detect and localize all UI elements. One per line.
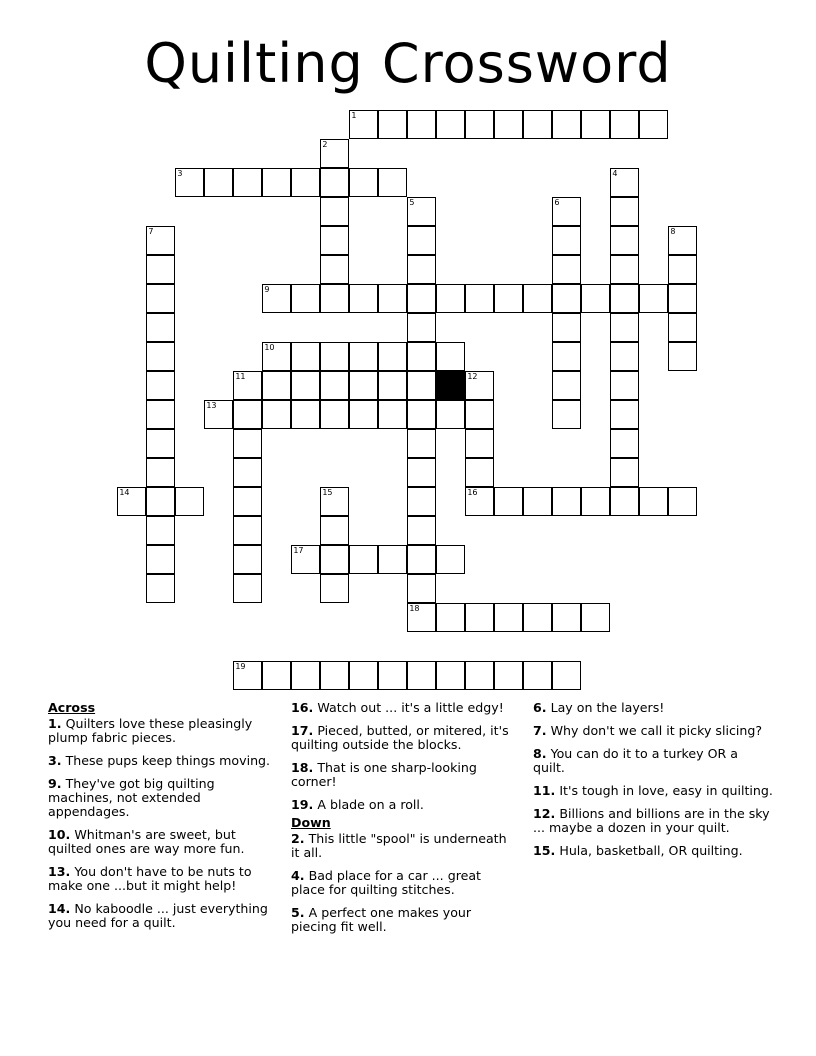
clue-dot: . <box>299 868 305 883</box>
clue-down-4 <box>291 869 513 897</box>
grid-cell[interactable] <box>436 603 465 632</box>
clue-dot: . <box>541 746 547 761</box>
grid-cell[interactable] <box>146 574 175 603</box>
cell-number: 15 <box>322 488 333 498</box>
grid-cell[interactable] <box>407 313 436 342</box>
grid-cell[interactable] <box>175 487 204 516</box>
grid-cell[interactable] <box>552 226 581 255</box>
grid-cell[interactable] <box>407 429 436 458</box>
grid-cell[interactable] <box>407 458 436 487</box>
grid-cell[interactable] <box>320 545 349 574</box>
clue-across-3 <box>48 754 278 768</box>
grid-cell[interactable] <box>494 603 523 632</box>
clue-dot: . <box>541 723 547 738</box>
clue-across-14 <box>48 902 278 930</box>
grid-cell[interactable] <box>465 429 494 458</box>
cell-number: 18 <box>409 604 420 614</box>
grid-cell[interactable] <box>320 139 349 168</box>
cell-number: 13 <box>206 401 217 411</box>
cell-number: 9 <box>264 285 270 295</box>
clue-number: 18 <box>291 760 309 775</box>
grid-cell[interactable] <box>320 284 349 313</box>
clue-text: Billions and billions are in the sky ... maybe a dozen in your quilt. <box>533 806 770 835</box>
grid-cell[interactable] <box>378 661 407 690</box>
grid-cell[interactable] <box>378 284 407 313</box>
cell-number: 4 <box>612 169 618 179</box>
grid-cell[interactable] <box>117 487 146 516</box>
clue-number: 3 <box>48 753 57 768</box>
grid-cell[interactable] <box>610 458 639 487</box>
grid-cell[interactable] <box>320 487 349 516</box>
grid-cell[interactable] <box>407 284 436 313</box>
grid-cell[interactable] <box>233 516 262 545</box>
clue-dot: . <box>550 806 556 821</box>
grid-cell[interactable] <box>407 487 436 516</box>
grid-cell[interactable] <box>610 342 639 371</box>
grid-cell[interactable] <box>552 661 581 690</box>
cell-number: 3 <box>177 169 183 179</box>
grid-cell[interactable] <box>407 603 436 632</box>
clue-column-1 <box>48 701 278 939</box>
grid-cell[interactable] <box>465 400 494 429</box>
clue-number: 10 <box>48 827 66 842</box>
grid-cell[interactable] <box>233 574 262 603</box>
clue-across-19 <box>291 798 513 812</box>
clue-number: 12 <box>533 806 551 821</box>
grid-cell[interactable] <box>552 313 581 342</box>
clue-down-7 <box>533 724 773 738</box>
grid-cell[interactable] <box>581 110 610 139</box>
grid-cell[interactable] <box>610 313 639 342</box>
page-title: Quilting Crossword <box>144 32 672 95</box>
grid-cell[interactable] <box>378 371 407 400</box>
cell-number: 5 <box>409 198 415 208</box>
grid-cell[interactable] <box>523 110 552 139</box>
grid-cell[interactable] <box>349 371 378 400</box>
clue-number: 8 <box>533 746 542 761</box>
clue-number: 9 <box>48 776 57 791</box>
grid-cell[interactable] <box>610 255 639 284</box>
grid-cell[interactable] <box>349 400 378 429</box>
grid-cell[interactable] <box>146 516 175 545</box>
grid-cell[interactable] <box>465 661 494 690</box>
grid-cell[interactable] <box>378 342 407 371</box>
clue-across-18 <box>291 761 513 789</box>
clue-number: 16 <box>291 700 309 715</box>
clue-text: Hula, basketball, OR quilting. <box>559 843 743 858</box>
grid-cell[interactable] <box>146 342 175 371</box>
clue-text: Lay on the layers! <box>550 700 665 715</box>
clue-across-13 <box>48 865 278 893</box>
cell-number: 17 <box>293 546 304 556</box>
grid-cell[interactable] <box>552 197 581 226</box>
clue-dot: . <box>65 901 71 916</box>
grid-cell[interactable] <box>494 284 523 313</box>
clue-number: 5 <box>291 905 300 920</box>
grid-cell[interactable] <box>204 168 233 197</box>
clue-down-11 <box>533 784 773 798</box>
clue-dot: . <box>56 776 62 791</box>
grid-cell[interactable] <box>552 487 581 516</box>
grid-cell[interactable] <box>262 342 291 371</box>
grid-cell[interactable] <box>349 110 378 139</box>
clue-text: No kaboodle ... just everything you need for a quilt. <box>48 901 268 930</box>
grid-cell[interactable] <box>146 226 175 255</box>
grid-cell[interactable] <box>668 342 697 371</box>
clue-dot: . <box>56 753 62 768</box>
clue-down-8 <box>533 747 773 775</box>
grid-cell[interactable] <box>610 284 639 313</box>
clue-number: 1 <box>48 716 57 731</box>
grid-cell[interactable] <box>610 110 639 139</box>
grid-cell[interactable] <box>291 371 320 400</box>
grid-cell[interactable] <box>668 487 697 516</box>
cell-number: 1 <box>351 111 357 121</box>
clue-across-9 <box>48 777 278 819</box>
grid-cell[interactable] <box>610 371 639 400</box>
grid-cell[interactable] <box>320 516 349 545</box>
clue-dot: . <box>550 783 556 798</box>
clue-dot: . <box>65 864 71 879</box>
grid-cell[interactable] <box>494 487 523 516</box>
clue-text: Whitman's are sweet, but quilted ones are way more fun. <box>48 827 245 856</box>
grid-cell[interactable] <box>320 400 349 429</box>
clue-number: 7 <box>533 723 542 738</box>
down-heading: Down <box>291 815 331 830</box>
grid-cell[interactable] <box>291 168 320 197</box>
grid-cell[interactable] <box>639 110 668 139</box>
grid-cell[interactable] <box>494 661 523 690</box>
clue-text: Why don't we call it picky slicing? <box>550 723 763 738</box>
grid-cell[interactable] <box>407 574 436 603</box>
grid-cell[interactable] <box>320 255 349 284</box>
cell-number: 11 <box>235 372 246 382</box>
grid-cell[interactable] <box>552 603 581 632</box>
grid-cell[interactable] <box>465 110 494 139</box>
grid-cell[interactable] <box>262 284 291 313</box>
grid-cell[interactable] <box>378 110 407 139</box>
grid-cell[interactable] <box>262 661 291 690</box>
grid-cell[interactable] <box>407 400 436 429</box>
clue-dot: . <box>550 843 556 858</box>
grid-cell[interactable] <box>523 603 552 632</box>
across-heading: Across <box>48 700 96 715</box>
grid-cell[interactable] <box>349 661 378 690</box>
grid-cell[interactable] <box>610 168 639 197</box>
clue-number: 4 <box>291 868 300 883</box>
grid-cell[interactable] <box>233 371 262 400</box>
clue-text: That is one sharp-looking corner! <box>291 760 477 789</box>
grid-cell[interactable] <box>523 284 552 313</box>
grid-cell[interactable] <box>465 487 494 516</box>
clue-across-17 <box>291 724 513 752</box>
grid-cell[interactable] <box>581 284 610 313</box>
cell-number: 2 <box>322 140 328 150</box>
clue-number: 17 <box>291 723 309 738</box>
clue-column-3 <box>533 701 773 867</box>
cell-number: 19 <box>235 662 246 672</box>
clue-across-10 <box>48 828 278 856</box>
grid-cell[interactable] <box>204 400 233 429</box>
clue-text: Bad place for a car ... great place for quilting stitches. <box>291 868 481 897</box>
clue-text: You don't have to be nuts to make one ...but it might help! <box>48 864 252 893</box>
grid-cell[interactable] <box>262 400 291 429</box>
grid-cell[interactable] <box>378 168 407 197</box>
grid-cell[interactable] <box>291 661 320 690</box>
clue-dot: . <box>541 700 547 715</box>
grid-cell[interactable] <box>320 371 349 400</box>
grid-cell[interactable] <box>291 400 320 429</box>
cell-number: 7 <box>148 227 154 237</box>
clue-text: A perfect one makes your piecing fit well. <box>291 905 472 934</box>
grid-cell[interactable] <box>407 545 436 574</box>
clue-number: 13 <box>48 864 66 879</box>
grid-cell[interactable] <box>320 661 349 690</box>
grid-cell[interactable] <box>610 429 639 458</box>
grid-cell[interactable] <box>320 197 349 226</box>
grid-cell[interactable] <box>581 603 610 632</box>
clue-number: 14 <box>48 901 66 916</box>
grid-cell[interactable] <box>465 458 494 487</box>
grid-cell[interactable] <box>262 168 291 197</box>
grid-cell[interactable] <box>668 284 697 313</box>
grid-cell[interactable] <box>378 400 407 429</box>
clue-text: A blade on a roll. <box>317 797 424 812</box>
grid-cell[interactable] <box>146 487 175 516</box>
grid-cell[interactable] <box>407 516 436 545</box>
grid-cell[interactable] <box>146 429 175 458</box>
grid-cell[interactable] <box>233 429 262 458</box>
clue-across-1 <box>48 717 278 745</box>
grid-cell[interactable] <box>436 284 465 313</box>
grid-cell[interactable] <box>668 313 697 342</box>
grid-cell[interactable] <box>552 110 581 139</box>
grid-block-cell <box>436 371 465 400</box>
grid-cell[interactable] <box>233 545 262 574</box>
clue-number: 2 <box>291 831 300 846</box>
grid-cell[interactable] <box>465 284 494 313</box>
clue-dot: . <box>299 831 305 846</box>
grid-cell[interactable] <box>233 458 262 487</box>
clue-number: 6 <box>533 700 542 715</box>
grid-cell[interactable] <box>407 342 436 371</box>
grid-cell[interactable] <box>291 545 320 574</box>
grid-cell[interactable] <box>552 371 581 400</box>
clue-number: 11 <box>533 783 551 798</box>
grid-cell[interactable] <box>668 226 697 255</box>
clue-text: It's tough in love, easy in quilting. <box>559 783 773 798</box>
grid-cell[interactable] <box>175 168 204 197</box>
clue-down-5 <box>291 906 513 934</box>
grid-cell[interactable] <box>233 400 262 429</box>
clue-number: 15 <box>533 843 551 858</box>
grid-cell[interactable] <box>407 197 436 226</box>
clue-dot: . <box>308 760 314 775</box>
grid-cell[interactable] <box>436 661 465 690</box>
clue-dot: . <box>65 827 71 842</box>
grid-cell[interactable] <box>407 255 436 284</box>
grid-cell[interactable] <box>523 661 552 690</box>
clue-across-16 <box>291 701 513 715</box>
cell-number: 6 <box>554 198 560 208</box>
grid-cell[interactable] <box>146 458 175 487</box>
grid-cell[interactable] <box>146 255 175 284</box>
grid-cell[interactable] <box>610 487 639 516</box>
clue-down-2 <box>291 832 513 860</box>
grid-cell[interactable] <box>668 255 697 284</box>
grid-cell[interactable] <box>610 400 639 429</box>
clue-text: Quilters love these pleasingly plump fabric pieces. <box>48 716 253 745</box>
cell-number: 12 <box>467 372 478 382</box>
grid-cell[interactable] <box>146 545 175 574</box>
grid-cell[interactable] <box>233 661 262 690</box>
grid-cell[interactable] <box>146 313 175 342</box>
grid-cell[interactable] <box>320 574 349 603</box>
grid-cell[interactable] <box>436 545 465 574</box>
cell-number: 8 <box>670 227 676 237</box>
cell-number: 16 <box>467 488 478 498</box>
clue-dot: . <box>299 905 305 920</box>
grid-cell[interactable] <box>436 400 465 429</box>
grid-cell[interactable] <box>320 168 349 197</box>
clue-dot: . <box>308 723 314 738</box>
grid-cell[interactable] <box>436 110 465 139</box>
grid-cell[interactable] <box>349 168 378 197</box>
cell-number: 10 <box>264 343 275 353</box>
grid-cell[interactable] <box>291 342 320 371</box>
grid-cell[interactable] <box>523 487 552 516</box>
clue-dot: . <box>308 700 314 715</box>
grid-cell[interactable] <box>552 284 581 313</box>
clue-text: You can do it to a turkey OR a quilt. <box>533 746 738 775</box>
grid-cell[interactable] <box>320 226 349 255</box>
grid-cell[interactable] <box>146 284 175 313</box>
grid-cell[interactable] <box>610 226 639 255</box>
clue-down-12 <box>533 807 773 835</box>
grid-cell[interactable] <box>610 197 639 226</box>
clue-text: Watch out ... it's a little edgy! <box>317 700 504 715</box>
clue-text: Pieced, butted, or mitered, it's quilting outside the blocks. <box>291 723 509 752</box>
grid-cell[interactable] <box>407 661 436 690</box>
grid-cell[interactable] <box>146 371 175 400</box>
grid-cell[interactable] <box>320 342 349 371</box>
grid-cell[interactable] <box>581 487 610 516</box>
clue-text: They've got big quilting machines, not extended appendages. <box>48 776 215 819</box>
grid-cell[interactable] <box>349 284 378 313</box>
clue-text: This little "spool" is underneath it all. <box>291 831 507 860</box>
grid-cell[interactable] <box>407 226 436 255</box>
clue-column-2 <box>291 701 513 943</box>
clue-dot: . <box>56 716 62 731</box>
grid-cell[interactable] <box>639 284 668 313</box>
cell-number: 14 <box>119 488 130 498</box>
grid-cell[interactable] <box>465 603 494 632</box>
clue-down-15 <box>533 844 773 858</box>
grid-cell[interactable] <box>407 371 436 400</box>
grid-cell[interactable] <box>552 255 581 284</box>
clue-number: 19 <box>291 797 309 812</box>
grid-cell[interactable] <box>639 487 668 516</box>
clue-dot: . <box>308 797 314 812</box>
clue-text: These pups keep things moving. <box>65 753 271 768</box>
clue-down-6 <box>533 701 773 715</box>
grid-cell[interactable] <box>291 284 320 313</box>
grid-cell[interactable] <box>465 371 494 400</box>
grid-cell[interactable] <box>436 342 465 371</box>
grid-cell[interactable] <box>349 342 378 371</box>
grid-cell[interactable] <box>552 400 581 429</box>
grid-cell[interactable] <box>233 168 262 197</box>
grid-cell[interactable] <box>407 110 436 139</box>
grid-cell[interactable] <box>146 400 175 429</box>
grid-cell[interactable] <box>233 487 262 516</box>
grid-cell[interactable] <box>378 545 407 574</box>
grid-cell[interactable] <box>494 110 523 139</box>
grid-cell[interactable] <box>552 342 581 371</box>
grid-cell[interactable] <box>262 371 291 400</box>
grid-cell[interactable] <box>349 545 378 574</box>
